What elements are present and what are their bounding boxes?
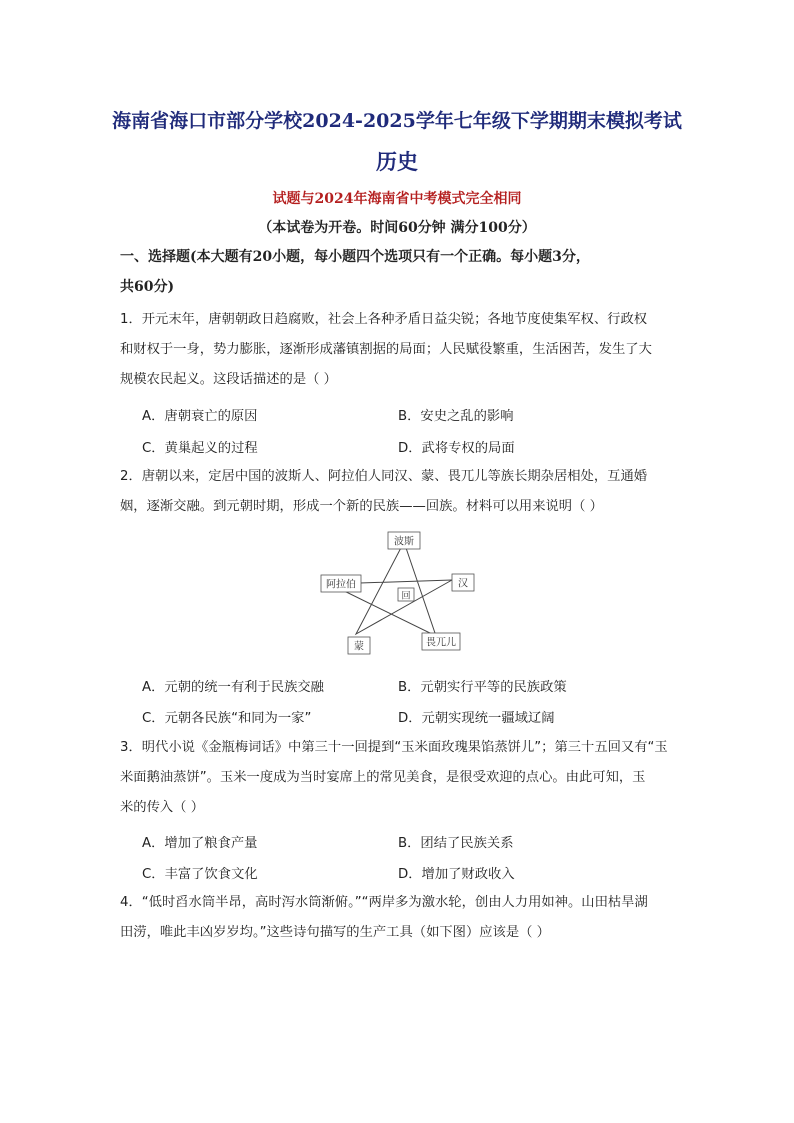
question-1-option-c[interactable]: C．黄巢起义的过程	[142, 441, 258, 456]
question-1-option-d[interactable]: D．武将专权的局面	[398, 441, 515, 456]
node-mongol: 蒙	[354, 641, 364, 653]
question-1-line-1: 1．开元末年，唐朝朝政日趋腐败，社会上各种矛盾日益尖锐；各地节度使集军权、行政权	[120, 312, 648, 327]
question-4-line-1: 4．“低时舀水筒半昂，高时泻水筒渐俯。”“两岸多为激水轮，创由人力用如神。山田枯旱湖	[120, 895, 648, 910]
section-heading-line2: 共60分)	[120, 279, 175, 295]
question-4-line-2: 田涝，唯此丰凶岁岁均。”这些诗句描写的生产工具（如下图）应该是（ ）	[120, 925, 550, 940]
node-uyghur: 畏兀儿	[426, 637, 456, 649]
node-persia: 波斯	[394, 536, 414, 548]
question-3-line-3: 米的传入（ ）	[120, 800, 205, 815]
question-1-option-b[interactable]: B．安史之乱的影响	[398, 409, 514, 424]
center-label: 回	[401, 591, 411, 602]
question-2-option-d[interactable]: D．元朝实现统一疆域辽阔	[398, 711, 555, 726]
question-2-line-1: 2．唐朝以来，定居中国的波斯人、阿拉伯人同汉、蒙、畏兀儿等族长期杂居相处，互通婚	[120, 469, 648, 484]
subject-title: 历史	[376, 149, 418, 174]
ethnic-fusion-diagram	[318, 528, 478, 660]
section-heading-line1: 一、选择题(本大题有20小题，每小题四个选项只有一个正确。每小题3分，	[120, 249, 590, 265]
question-1-line-2: 和财权于一身，势力膨胀，逐渐形成藩镇割据的局面；人民赋役繁重，生活困苦，发生了大	[120, 342, 652, 357]
question-3-line-1: 3．明代小说《金瓶梅词话》中第三十一回提到“玉米面玫瑰果馅蒸饼儿”；第三十五回又有“玉	[120, 740, 668, 755]
exam-title: 海南省海口市部分学校2024-2025学年七年级下学期期末模拟考试	[112, 110, 682, 132]
exam-subtitle: 试题与2024年海南省中考模式完全相同	[272, 191, 522, 207]
question-3-option-d[interactable]: D．增加了财政收入	[398, 867, 515, 882]
question-1-option-a[interactable]: A．唐朝衰亡的原因	[142, 409, 258, 424]
exam-note: （本试卷为开卷。时间60分钟 满分100分）	[258, 220, 536, 236]
question-3-option-a[interactable]: A．增加了粮食产量	[142, 836, 258, 851]
question-3-option-b[interactable]: B．团结了民族关系	[398, 836, 514, 851]
question-3-line-2: 米面鹅油蒸饼”。玉米一度成为当时宴席上的常见美食，是很受欢迎的点心。由此可知，玉	[120, 770, 646, 785]
question-1-line-3: 规模农民起义。这段话描述的是（ ）	[120, 372, 337, 387]
question-2-option-a[interactable]: A．元朝的统一有利于民族交融	[142, 680, 324, 695]
node-han: 汉	[458, 578, 468, 590]
question-3-option-c[interactable]: C．丰富了饮食文化	[142, 867, 258, 882]
question-2-option-c[interactable]: C．元朝各民族“和同为一家”	[142, 711, 312, 726]
question-2-line-2: 姻，逐渐交融。到元朝时期，形成一个新的民族——回族。材料可以用来说明（ ）	[120, 499, 603, 514]
question-2-option-b[interactable]: B．元朝实行平等的民族政策	[398, 680, 567, 695]
node-arab: 阿拉伯	[326, 579, 356, 591]
